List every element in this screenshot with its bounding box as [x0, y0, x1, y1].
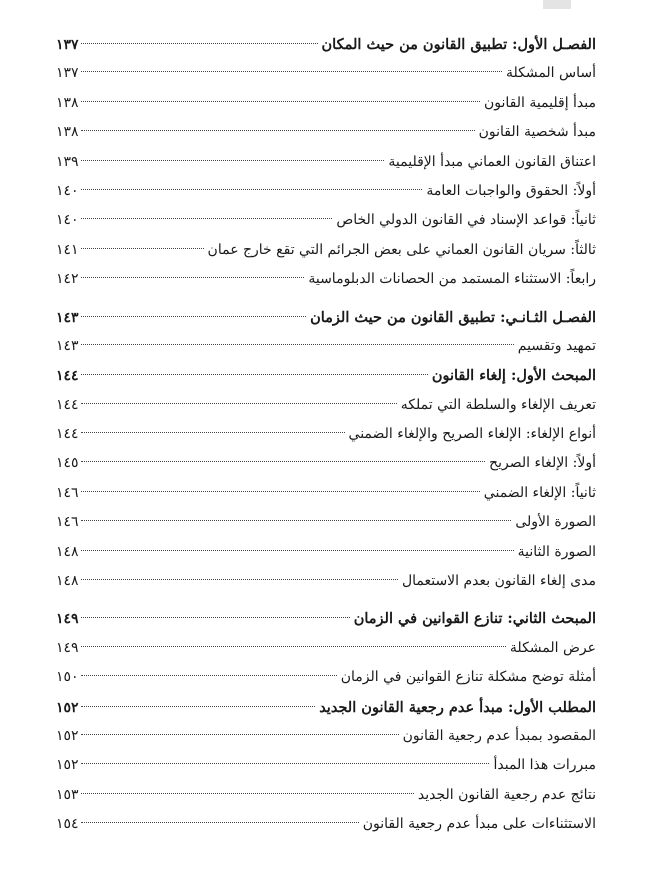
dot-leader	[81, 43, 318, 44]
toc-row	[56, 206, 596, 235]
dot-leader	[81, 218, 333, 219]
dot-leader	[81, 71, 502, 72]
toc-page-number: ١٤٤	[56, 426, 79, 443]
toc-entry-title: ثالثاً: سريان القانون العماني على بعض الجرائم التي تقع خارج عمان	[207, 241, 596, 258]
toc-entry-title: مدى إلغاء القانون بعدم الاستعمال	[401, 573, 596, 590]
toc-row	[56, 59, 596, 88]
toc-entry-title: المقصود بمبدأ عدم رجعية القانون	[402, 727, 596, 744]
toc-entry-title: رابعاً: الاستثناء المستمد من الحصانات الدبلوماسية	[308, 271, 596, 288]
dot-leader	[81, 793, 414, 794]
toc-row	[56, 449, 596, 478]
dot-leader	[81, 734, 399, 735]
toc-entry-title: المبحث الثاني: تنازع القوانين في الزمان	[353, 610, 596, 628]
toc-page-number: ١٤٠	[56, 182, 79, 199]
dot-leader	[81, 491, 480, 492]
toc-row	[56, 722, 596, 751]
dot-leader	[81, 130, 475, 131]
toc-row	[56, 663, 596, 692]
toc-row	[56, 479, 596, 508]
toc-entry-title: تعريف الإلغاء والسلطة التي تملكه	[400, 396, 596, 413]
toc-row	[56, 751, 596, 780]
toc-page-number: ١٥٢	[56, 699, 79, 716]
toc-page-number: ١٥٢	[56, 757, 79, 774]
toc-page-number: ١٥٤	[56, 816, 79, 833]
toc-page-number: ١٤٠	[56, 212, 79, 229]
dot-leader	[81, 617, 350, 618]
toc-page-number: ١٤٣	[56, 337, 79, 354]
dot-leader	[81, 403, 397, 404]
toc-entry-title: مبدأ شخصية القانون	[478, 124, 596, 141]
toc-page-number: ١٣٩	[56, 153, 79, 170]
toc-heading-row	[56, 303, 596, 332]
dot-leader	[81, 550, 514, 551]
toc-entry-title: المبحث الأول: إلغاء القانون	[431, 367, 596, 385]
toc-row	[56, 567, 596, 596]
dot-leader	[81, 675, 337, 676]
toc-page-number: ١٣٨	[56, 94, 79, 111]
toc-entry-title: ثانياً: قواعد الإسناد في القانون الدولي الخاص	[336, 212, 596, 229]
toc-page-number: ١٥٣	[56, 786, 79, 803]
toc-page-number: ١٤٤	[56, 396, 79, 413]
page-corner-tab	[543, 0, 571, 9]
toc-page-number: ١٤٣	[56, 309, 79, 326]
toc-entry-title: الصورة الأولى	[515, 514, 596, 531]
toc-row	[56, 781, 596, 810]
toc-page-number: ١٤٢	[56, 271, 79, 288]
toc-heading-row	[56, 361, 596, 390]
toc-page-number: ١٥٠	[56, 669, 79, 686]
toc-row	[56, 391, 596, 420]
toc-row	[56, 265, 596, 294]
toc-entry-title: مبدأ إقليمية القانون	[483, 94, 596, 111]
toc-entry-title: مبررات هذا المبدأ	[493, 757, 596, 774]
toc-entry-title: أمثلة توضح مشكلة تنازع القوانين في الزمان	[340, 669, 596, 686]
toc-row	[56, 236, 596, 265]
toc-entry-title: الصورة الثانية	[517, 543, 596, 560]
toc-entry-title: الاستثناءات على مبدأ عدم رجعية القانون	[362, 816, 596, 833]
toc-page-number: ١٤٨	[56, 573, 79, 590]
toc-entry-title: أولاً: الحقوق والواجبات العامة	[426, 182, 596, 199]
dot-leader	[81, 277, 305, 278]
toc-entry-title: ثانياً: الإلغاء الضمني	[483, 484, 596, 501]
dot-leader	[81, 763, 490, 764]
dot-leader	[81, 646, 506, 647]
toc-row	[56, 89, 596, 118]
toc-page-number: ١٥٢	[56, 727, 79, 744]
toc-row	[56, 332, 596, 361]
toc-entry-title: المطلب الأول: مبدأ عدم رجعية القانون الجديد	[319, 698, 596, 716]
toc-page-number: ١٤٦	[56, 514, 79, 531]
toc-row	[56, 538, 596, 567]
dot-leader	[81, 579, 398, 580]
dot-leader	[81, 189, 423, 190]
table-of-contents	[56, 30, 596, 840]
toc-row	[56, 148, 596, 177]
toc-row	[56, 118, 596, 147]
toc-entry-title: اعتناق القانون العماني مبدأ الإقليمية	[388, 153, 596, 170]
toc-entry-title: أنواع الإلغاء: الإلغاء الصريح والإلغاء الضمني	[348, 426, 596, 443]
dot-leader	[81, 344, 514, 345]
toc-page-number: ١٤١	[56, 241, 79, 258]
toc-entry-title: عرض المشكلة	[509, 639, 596, 656]
toc-page-number: ١٤٩	[56, 611, 79, 628]
toc-page-number: ١٣٧	[56, 37, 79, 53]
toc-page-number: ١٣٨	[56, 124, 79, 141]
toc-row	[56, 177, 596, 206]
toc-heading-row	[56, 604, 596, 633]
toc-entry-title: الفصـل الثـانـي: تطبيق القانون من حيث الزمان	[310, 308, 596, 326]
toc-heading-row	[56, 693, 596, 722]
toc-page-number: ١٣٧	[56, 65, 79, 82]
toc-entry-title: تمهيد وتقسيم	[517, 337, 596, 354]
toc-entry-title: أولاً: الإلغاء الصريح	[489, 455, 596, 472]
toc-row	[56, 810, 596, 839]
toc-entry-title: الفصـل الأول: تطبيق القانون من حيث المكان	[321, 36, 596, 53]
toc-page-number: ١٤٨	[56, 543, 79, 560]
dot-leader	[81, 461, 485, 462]
toc-row	[56, 508, 596, 537]
dot-leader	[81, 248, 204, 249]
toc-entry-title: نتائج عدم رجعية القانون الجديد	[417, 786, 596, 803]
toc-page-number: ١٤٤	[56, 368, 79, 385]
dot-leader	[81, 316, 307, 317]
toc-heading-row	[56, 30, 596, 59]
toc-row	[56, 634, 596, 663]
toc-page-number: ١٤٦	[56, 484, 79, 501]
toc-entry-title: أساس المشكلة	[505, 65, 596, 82]
dot-leader	[81, 706, 316, 707]
dot-leader	[81, 432, 345, 433]
toc-page-number: ١٤٩	[56, 639, 79, 656]
toc-row	[56, 420, 596, 449]
toc-page-number: ١٤٥	[56, 455, 79, 472]
dot-leader	[81, 520, 512, 521]
dot-leader	[81, 101, 480, 102]
dot-leader	[81, 822, 359, 823]
dot-leader	[81, 374, 428, 375]
dot-leader	[81, 160, 385, 161]
